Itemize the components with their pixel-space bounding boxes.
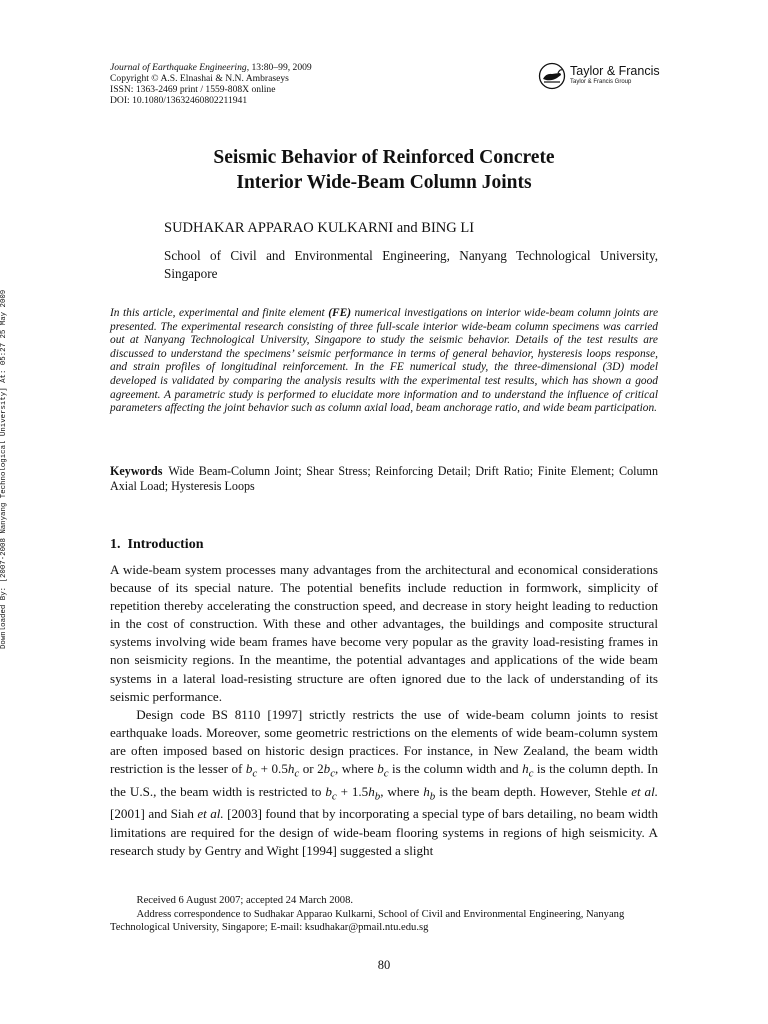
et-al: et al.	[631, 783, 658, 799]
publisher-logo	[537, 62, 687, 92]
abstract	[110, 307, 658, 416]
p2-text: , where	[335, 761, 378, 777]
lamp-icon	[537, 62, 567, 90]
article-title	[110, 145, 658, 195]
p2-text: is the beam depth. However, Stehle	[435, 783, 632, 799]
doi-line: DOI: 10.1080/13632460802211941	[110, 95, 248, 106]
p2-text: is the column width and	[388, 761, 523, 777]
download-watermark: Downloaded By: [2007-2008 Nanyang Technological University] At: 05:27 25 May 2009	[0, 289, 8, 649]
author-1: SUDHAKAR APPARAO KULKARNI	[164, 220, 394, 236]
sub-c: c	[330, 767, 336, 780]
keywords-label: Keywords	[110, 464, 163, 478]
var-b: b	[323, 761, 331, 777]
var-h: h	[423, 783, 430, 799]
affiliation: School of Civil and Environmental Engineering, Nanyang Technological University, Singapore	[164, 248, 658, 281]
authors	[164, 220, 474, 237]
sub-b: b	[374, 790, 381, 803]
var-h: h	[522, 761, 529, 777]
section-title: Introduction	[127, 537, 204, 552]
received-dates: Received 6 August 2007; accepted 24 March 2008.	[136, 895, 354, 906]
sub-b: b	[429, 790, 436, 803]
et-al: et al.	[197, 806, 224, 822]
sub-c: c	[252, 767, 258, 780]
abstract-fe: (FE)	[328, 307, 351, 319]
sub-c: c	[383, 767, 389, 780]
correspondence-address: Address correspondence to Sudhakar Apparao Kulkarni, School of Civil and Environmental Engineering, Nanyang Technological University, Singapore; E-mail: ksudhakar@pmail.ntu.edu.sg	[110, 908, 625, 934]
p2-text: or 2	[299, 761, 324, 777]
var-b: b	[245, 761, 253, 777]
p2-text: is the column depth. In the U.S., the beam width is restricted to	[110, 761, 658, 799]
p2-text: + 1.5	[336, 783, 369, 799]
author-connector: and	[393, 220, 422, 236]
sub-c: c	[528, 767, 534, 780]
p2-text: [2003] found that by incorporating a special type of bars detailing, no beam width limitations are required for the design of wide-beam flooring systems in regions of high seismicity. A research study by Gentry and Wight [1994] suggested a slight	[110, 806, 658, 858]
publisher-group: Taylor & Francis Group	[570, 79, 632, 85]
publisher-text	[570, 64, 660, 85]
title-line-2: Interior Wide-Beam Column Joints	[236, 172, 532, 193]
p2-text: Design code BS 8110 [1997] strictly restricts the use of wide-beam column joints to resist earthquake loads. Moreover, some geometric restrictions on the elements of wide beam-column system are often imposed based on historic design practices. For instance, in New Zealand, the beam width restriction is the lesser of	[110, 706, 658, 777]
abstract-part-2: numerical investigations on interior wide-beam column joints are presented. The experimental research consisting of three full-scale interior wide-beam column specimens was carried out at Nanyang Technological University, Singapore to study the seismic behavior. Details of the test results are discussed to understand the specimens’ seismic performance in terms of general behavior, hysteresis loops response, and strain profiles of longitudinal reinforcement. In the FE numerical study, the three-dimensional (3D) model developed is validated by comparing the analysis results with the experimental test results, which has shown a good agreement. A parametric study is performed to elucidate more information and to understand the influence of critical parameters affecting the joint behavior such as column axial load, beam anchorage ratio, and wide beam participation.	[110, 307, 658, 415]
abstract-part-1: In this article, experimental and finite element	[110, 307, 329, 319]
p2-text: + 0.5	[257, 761, 288, 777]
journal-header	[110, 62, 312, 106]
var-h: h	[368, 783, 375, 799]
copyright-line: Copyright © A.S. Elnashai & N.N. Ambraseys	[110, 73, 289, 84]
journal-name: Journal of Earthquake Engineering	[110, 62, 247, 73]
var-h: h	[287, 761, 295, 777]
issn-line: ISSN: 1363-2469 print / 1559-808X online	[110, 84, 276, 95]
journal-details: , 13:80–99, 2009	[246, 62, 312, 73]
var-b: b	[325, 783, 332, 799]
keywords-text: Wide Beam-Column Joint; Shear Stress; Reinforcing Detail; Drift Ratio; Finite Element; Column Axial Load; Hysteresis Loops	[110, 464, 658, 493]
paragraph-1: A wide-beam system processes many advantages from the architectural and economical considerations because of its special nature. The potential benefits include reduction in formwork, simplicity of repetition thereby accelerating the construction speed, and decrease in story height leading to reduction in the cost of construction. With these and other advantages, the buildings and composite structural systems involving wide beam frames have become very popular as the gravity load-resisting frames in non seismicity regions. In the meantime, the potential advantages and applications of the wide beam systems in a lateral load-resisting structure are often ignored due to the lack of understanding of its seismic performance.	[110, 562, 658, 704]
page-number: 80	[377, 958, 391, 972]
sub-c: c	[294, 767, 300, 780]
sub-c: c	[331, 790, 337, 803]
section-number: 1.	[110, 537, 121, 552]
var-b: b	[377, 761, 384, 777]
keywords	[110, 464, 658, 494]
paragraph-2	[110, 706, 658, 860]
title-line-1: Seismic Behavior of Reinforced Concrete	[213, 147, 555, 168]
journal-citation	[110, 62, 312, 73]
publisher-name: Taylor & Francis	[570, 64, 660, 78]
body-text	[110, 561, 658, 860]
p2-text: , where	[380, 783, 424, 799]
p2-text: [2001] and Siah	[110, 806, 198, 822]
footnote	[110, 894, 658, 935]
author-2: BING LI	[421, 220, 475, 236]
section-heading	[110, 537, 203, 553]
